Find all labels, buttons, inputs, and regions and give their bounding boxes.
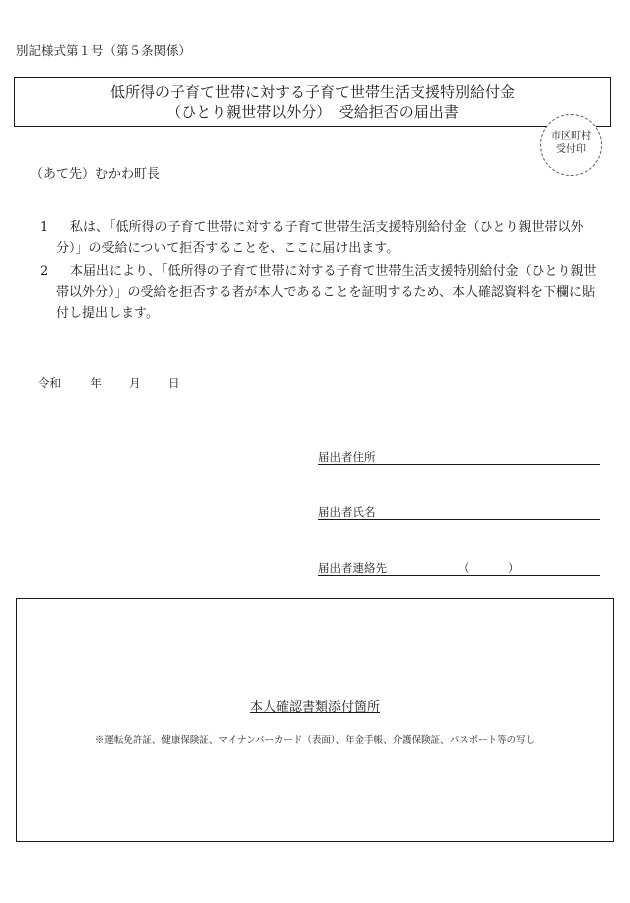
- reception-stamp-area: [540, 114, 602, 176]
- contact-paren-close: ）: [508, 561, 520, 575]
- item-number: 1: [40, 220, 49, 235]
- date-era: 令和: [38, 376, 61, 390]
- form-number-label: 別記様式第１号（第５条関係）: [16, 43, 192, 58]
- date-month: 月: [129, 376, 141, 390]
- attachment-note: ※運転免許証、健康保険証、マイナンバーカード（表面）、年金手帳、介護保険証、パスポート等の写し: [94, 735, 536, 746]
- item-number: 2: [40, 264, 49, 279]
- title-line-1: 低所得の子育て世帯に対する子育て世帯生活支援特別給付金: [109, 83, 515, 101]
- date-year: 年: [90, 376, 102, 390]
- name-label: 届出者氏名: [318, 505, 376, 519]
- date-day: 日: [167, 376, 180, 390]
- address-label: 届出者住所: [318, 450, 376, 464]
- title-box: [14, 77, 611, 127]
- date-line: [38, 375, 179, 391]
- item-text: 本届出により、「低所得の子育て世帯に対する子育て世帯生活支援特別給付金（ひとり親世帯以外分）」の受給を拒否する者が本人であることを証明するため、本人確認資料を下欄に貼付し提出します。: [56, 264, 597, 321]
- name-field[interactable]: [318, 505, 600, 520]
- addressee: （あて先）むかわ町長: [30, 167, 161, 182]
- contact-field[interactable]: [318, 561, 600, 576]
- attachment-title: 本人確認書類添付箇所: [249, 700, 380, 715]
- address-field[interactable]: [318, 450, 600, 465]
- item-text: 私は、「低所得の子育て世帯に対する子育て世帯生活支援特別給付金（ひとり親世帯以外分）」の受給について拒否することを、ここに届け出ます。: [56, 220, 584, 256]
- id-attachment-area: [16, 598, 614, 842]
- stamp-line-2: 受付印: [556, 144, 586, 155]
- statement-item: [40, 261, 600, 324]
- stamp-line-1: 市区町村: [551, 131, 591, 142]
- statement-item: [40, 217, 600, 259]
- title-line-2: （ひとり親世帯以外分） 受給拒否の届出書: [166, 103, 459, 121]
- contact-paren-open: （: [458, 561, 470, 575]
- contact-label: 届出者連絡先: [318, 561, 387, 575]
